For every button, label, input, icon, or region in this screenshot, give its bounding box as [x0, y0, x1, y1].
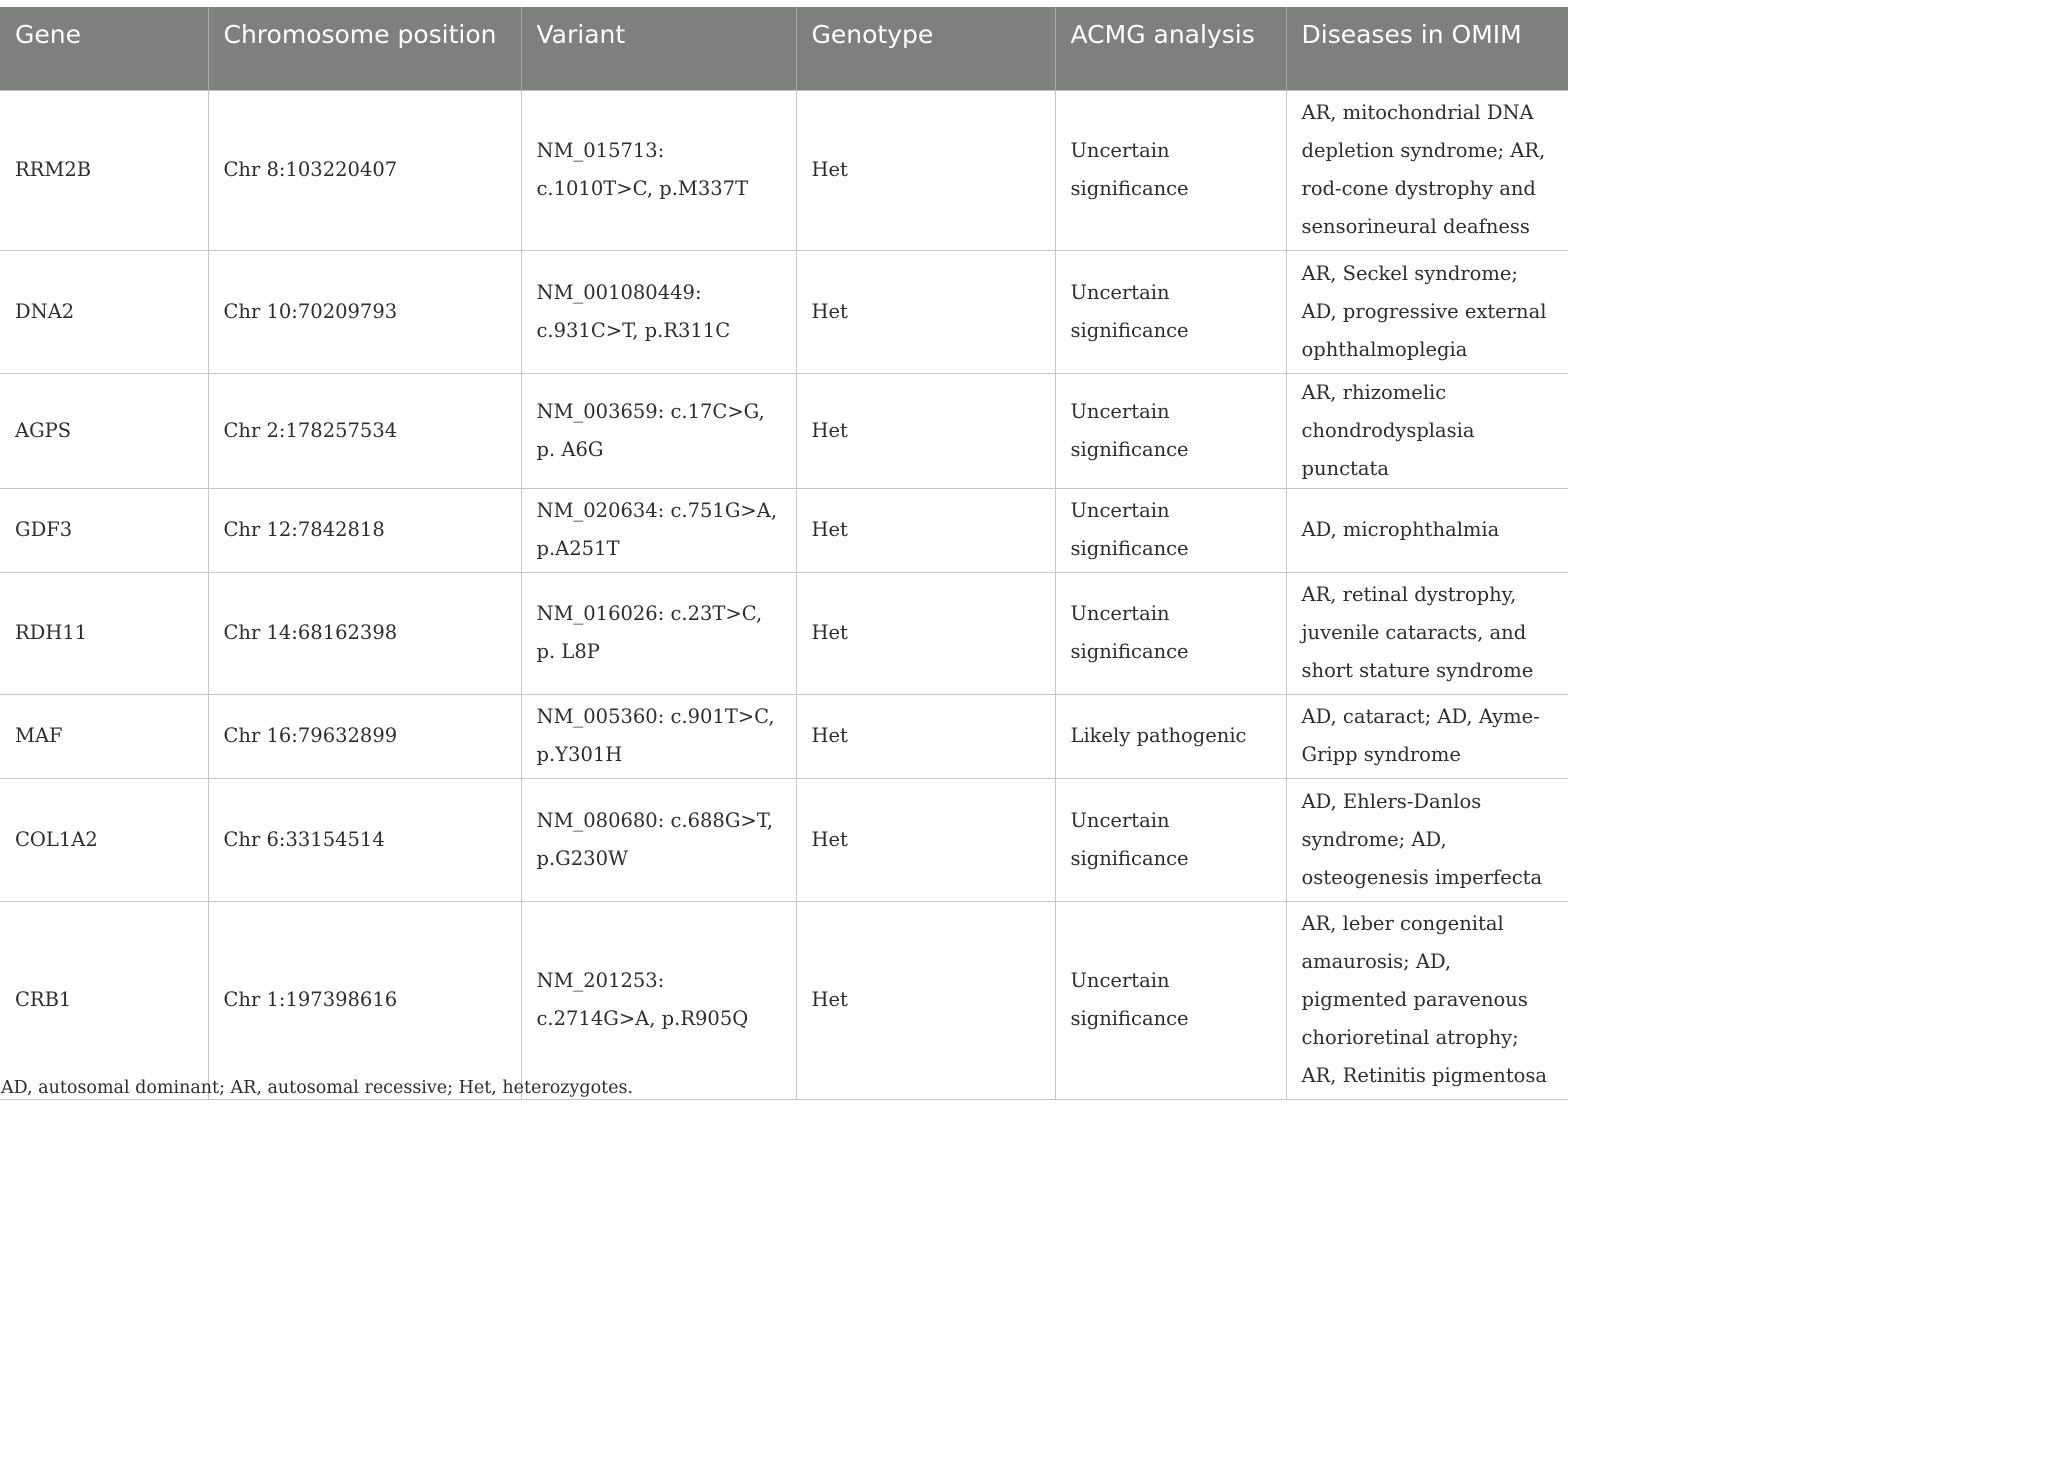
cell-gene: GDF3: [0, 488, 208, 572]
cell-diseases: AD, cataract; AD, Ayme-Gripp syndrome: [1286, 694, 1568, 778]
cell-genotype: Het: [796, 250, 1055, 373]
cell-chromosome-position: Chr 8:103220407: [208, 90, 521, 250]
cell-chromosome-position: Chr 10:70209793: [208, 250, 521, 373]
cell-variant: NM_201253: c.2714G>A, p.R905Q: [521, 901, 796, 1099]
cell-acmg-analysis: Uncertain significance: [1055, 373, 1286, 488]
cell-diseases: AR, Seckel syndrome; AD, progressive external ophthalmoplegia: [1286, 250, 1568, 373]
table-row: [0, 572, 1568, 694]
table-row: [0, 694, 1568, 778]
cell-variant: NM_015713: c.1010T>C, p.M337T: [521, 90, 796, 250]
cell-variant: NM_001080449: c.931C>T, p.R311C: [521, 250, 796, 373]
cell-genotype: Het: [796, 901, 1055, 1099]
cell-acmg-analysis: Uncertain significance: [1055, 901, 1286, 1099]
header-genotype: Genotype: [796, 7, 1055, 90]
cell-genotype: Het: [796, 572, 1055, 694]
cell-genotype: Het: [796, 694, 1055, 778]
cell-gene: RRM2B: [0, 90, 208, 250]
cell-variant: NM_005360: c.901T>C, p.Y301H: [521, 694, 796, 778]
table-body: [0, 90, 1568, 1099]
cell-genotype: Het: [796, 90, 1055, 250]
cell-gene: DNA2: [0, 250, 208, 373]
cell-gene: AGPS: [0, 373, 208, 488]
table-footnote: AD, autosomal dominant; AR, autosomal recessive; Het, heterozygotes.: [1, 1078, 634, 1098]
header-chromosome-position: Chromosome position: [208, 7, 521, 90]
cell-chromosome-position: Chr 16:79632899: [208, 694, 521, 778]
cell-genotype: Het: [796, 488, 1055, 572]
table-row: [0, 488, 1568, 572]
cell-gene: RDH11: [0, 572, 208, 694]
header-acmg-analysis: ACMG analysis: [1055, 7, 1286, 90]
cell-acmg-analysis: Uncertain significance: [1055, 250, 1286, 373]
header-variant: Variant: [521, 7, 796, 90]
header-gene: Gene: [0, 7, 208, 90]
cell-genotype: Het: [796, 778, 1055, 901]
cell-chromosome-position: Chr 14:68162398: [208, 572, 521, 694]
cell-variant: NM_003659: c.17C>G, p. A6G: [521, 373, 796, 488]
table-row: [0, 901, 1568, 1099]
table-header: [0, 7, 1568, 90]
header-diseases-in-omim: Diseases in OMIM: [1286, 7, 1568, 90]
header-row: [0, 7, 1568, 90]
cell-chromosome-position: Chr 12:7842818: [208, 488, 521, 572]
cell-genotype: Het: [796, 373, 1055, 488]
cell-diseases: AR, retinal dystrophy, juvenile cataracts, and short stature syndrome: [1286, 572, 1568, 694]
variants-table: [0, 7, 1568, 1100]
cell-chromosome-position: Chr 1:197398616: [208, 901, 521, 1099]
cell-diseases: AD, Ehlers-Danlos syndrome; AD, osteogenesis imperfecta: [1286, 778, 1568, 901]
cell-gene: MAF: [0, 694, 208, 778]
cell-acmg-analysis: Uncertain significance: [1055, 778, 1286, 901]
cell-variant: NM_080680: c.688G>T, p.G230W: [521, 778, 796, 901]
cell-acmg-analysis: Likely pathogenic: [1055, 694, 1286, 778]
cell-acmg-analysis: Uncertain significance: [1055, 572, 1286, 694]
table-row: [0, 373, 1568, 488]
table-row: [0, 778, 1568, 901]
cell-diseases: AR, mitochondrial DNA depletion syndrome; AR, rod-cone dystrophy and sensorineural deafness: [1286, 90, 1568, 250]
cell-diseases: AD, microphthalmia: [1286, 488, 1568, 572]
cell-variant: NM_020634: c.751G>A, p.A251T: [521, 488, 796, 572]
cell-variant: NM_016026: c.23T>C, p. L8P: [521, 572, 796, 694]
cell-chromosome-position: Chr 2:178257534: [208, 373, 521, 488]
cell-diseases: AR, rhizomelic chondrodysplasia punctata: [1286, 373, 1568, 488]
table-row: [0, 90, 1568, 250]
cell-acmg-analysis: Uncertain significance: [1055, 488, 1286, 572]
cell-diseases: AR, leber congenital amaurosis; AD, pigmented paravenous chorioretinal atrophy; AR, Retinitis pigmentosa: [1286, 901, 1568, 1099]
cell-acmg-analysis: Uncertain significance: [1055, 90, 1286, 250]
cell-gene: CRB1: [0, 901, 208, 1099]
cell-chromosome-position: Chr 6:33154514: [208, 778, 521, 901]
table-row: [0, 250, 1568, 373]
cell-gene: COL1A2: [0, 778, 208, 901]
